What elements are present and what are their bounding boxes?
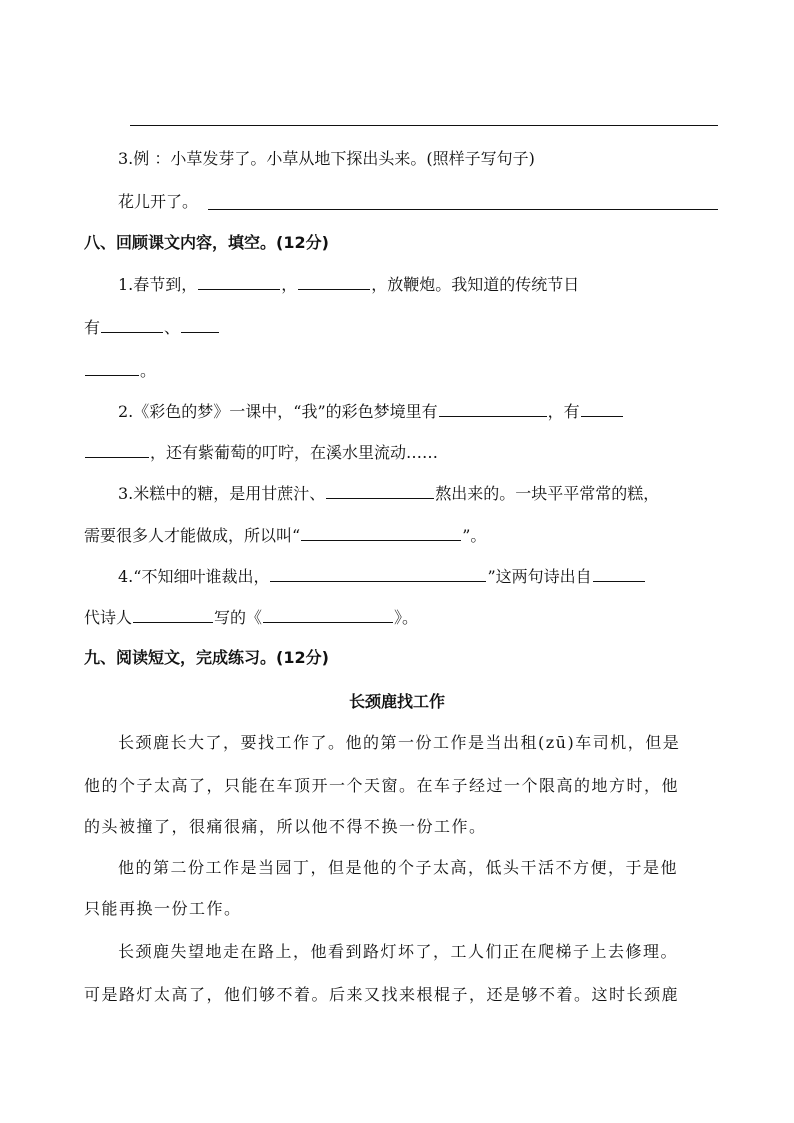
passage-line: 长颈鹿长大了，要找工作了。他的第一份工作是当出租(zū)车司机，但是 xyxy=(118,733,681,752)
item-1-sep: ， xyxy=(281,275,298,294)
item-3-text-c: 需要很多人才能做成，所以叫“ xyxy=(84,526,301,545)
item-4-text-d: 写的《 xyxy=(214,608,263,627)
blank-10[interactable] xyxy=(301,524,461,541)
passage-line: 他的第二份工作是当园丁，但是他的个子太高，低头干活不方便，于是他 xyxy=(118,858,679,877)
item-1-text-b: ，放鞭炮。我知道的传统节日 xyxy=(371,275,580,294)
item-4-text-c: 代诗人 xyxy=(84,608,133,627)
blank-6[interactable] xyxy=(439,400,547,417)
passage-line: 长颈鹿失望地走在路上，他看到路灯坏了，工人们正在爬梯子上去修理。 xyxy=(118,942,679,961)
imitate-sentence-prompt: 花儿开了。 xyxy=(118,192,199,211)
blank-5[interactable] xyxy=(85,359,139,376)
passage-line: 他的个子太高了，只能在车顶开一个天窗。在车子经过一个限高的地方时，他 xyxy=(84,776,680,795)
item-3-row-2 xyxy=(84,524,486,547)
item-1-sep-2: 、 xyxy=(164,318,181,337)
blank-14[interactable] xyxy=(263,606,393,623)
section-8-heading-text: 八、回顾课文内容，填空。(12分) xyxy=(84,233,329,252)
item-3-text-d: ”。 xyxy=(462,526,487,545)
blank-9[interactable] xyxy=(326,482,434,499)
item-1-row-2 xyxy=(84,316,220,339)
blank-8[interactable] xyxy=(85,441,149,458)
passage-line: 只能再换一份工作。 xyxy=(84,899,242,918)
example-sentence-item xyxy=(118,148,535,170)
item-1-end: 。 xyxy=(140,361,157,380)
section-9-heading xyxy=(84,647,329,669)
item-4-text-e: 》。 xyxy=(394,608,419,627)
blank-4[interactable] xyxy=(181,316,219,333)
item-4-row-1 xyxy=(118,565,646,588)
blank-1[interactable] xyxy=(198,273,280,290)
item-1-text-c: 有 xyxy=(84,318,101,337)
item-2-row-1 xyxy=(118,400,624,423)
item-3-text-b: 熬出来的。一块平平常常的糕， xyxy=(435,484,660,503)
item-2-row-2 xyxy=(84,441,438,464)
item-4-text-a: 4.“不知细叶谁裁出， xyxy=(118,567,270,586)
passage-line: 可是路灯太高了，他们够不着。后来又找来根棍子，还是够不着。这时长颈鹿 xyxy=(84,985,680,1004)
example-sentence-text: 3.例 ：小草发芽了。小草从地下探出头来。(照样子写句子) xyxy=(118,149,535,168)
section-8-heading xyxy=(84,232,329,254)
blank-7[interactable] xyxy=(581,400,623,417)
blank-13[interactable] xyxy=(133,606,213,623)
item-1-text-a: 1.春节到， xyxy=(118,275,198,294)
blank-3[interactable] xyxy=(101,316,163,333)
passage-line: 的头被撞了，很痛很痛，所以他不得不换一份工作。 xyxy=(84,817,487,836)
blank-12[interactable] xyxy=(593,565,645,582)
item-2-text-a: 2.《彩色的梦》一课中，“我”的彩色梦境里有 xyxy=(118,402,438,421)
imitate-sentence-row xyxy=(118,191,198,213)
section-9-heading-text: 九、阅读短文，完成练习。(12分) xyxy=(84,648,329,667)
item-2-text-c: ，还有紫葡萄的叮咛，在溪水里流动…… xyxy=(150,443,439,462)
item-3-row-1 xyxy=(118,482,659,505)
item-4-row-2 xyxy=(84,606,418,629)
passage-title: 长颈鹿找工作 xyxy=(348,692,445,711)
blank-2[interactable] xyxy=(298,273,370,290)
item-1-row-1 xyxy=(118,273,579,296)
item-4-text-b: ”这两句诗出自 xyxy=(487,567,592,586)
blank-11[interactable] xyxy=(270,565,486,582)
imitate-sentence-answer-line[interactable] xyxy=(208,209,718,210)
item-2-text-b: ，有 xyxy=(547,402,580,421)
item-3-text-a: 3.米糕中的糖，是用甘蔗汁、 xyxy=(118,484,326,503)
item-1-row-3 xyxy=(84,359,156,382)
answer-line-previous[interactable] xyxy=(130,125,718,126)
